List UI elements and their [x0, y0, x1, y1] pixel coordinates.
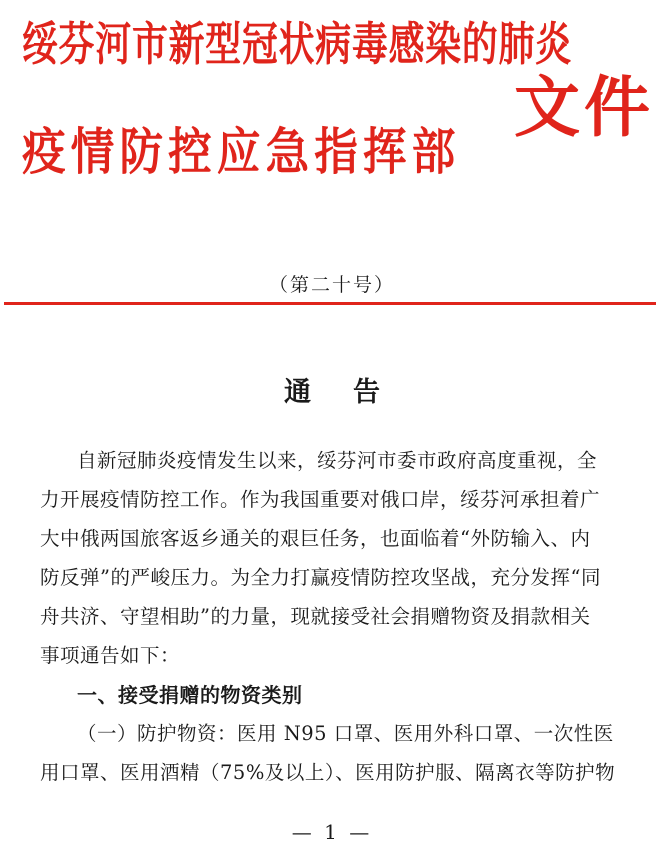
letterhead-issuer-line-2: 疫情防控应急指挥部 [22, 122, 461, 181]
body-paragraph-line: 大中俄两国旅客返乡通关的艰巨任务，也面临着“外防输入、内 [40, 527, 591, 550]
body-paragraph-line: 力开展疫情防控工作。作为我国重要对俄口岸，绥芬河承担着广 [40, 488, 601, 511]
letterhead-issuer-line-1: 绥芬河市新型冠状病毒感染的肺炎 [22, 17, 572, 71]
notice-title: 通告 [284, 377, 422, 408]
body-paragraph-line: 防反弹”的严峻压力。为全力打赢疫情防控攻坚战，充分发挥“同 [40, 566, 601, 589]
red-separator-line [4, 302, 656, 305]
section-heading: 一、接受捐赠的物资类别 [77, 683, 303, 707]
body-paragraph-line: 事项通告如下： [40, 644, 181, 667]
letterhead-doc-type: 文件 [514, 68, 654, 146]
page-number: — 1 — [291, 820, 373, 844]
body-paragraph-line: 自新冠肺炎疫情发生以来，绥芬河市委市政府高度重视，全 [77, 449, 598, 472]
body-paragraph-line: 舟共济、守望相助”的力量，现就接受社会捐赠物资及捐款相关 [40, 605, 591, 628]
subsection-line: （一）防护物资：医用 N95 口罩、医用外科口罩、一次性医 [77, 722, 614, 745]
subsection-line: 用口罩、医用酒精（75%及以上）、医用防护服、隔离衣等防护物 [40, 761, 616, 784]
document-number: （第二十号） [268, 274, 395, 296]
